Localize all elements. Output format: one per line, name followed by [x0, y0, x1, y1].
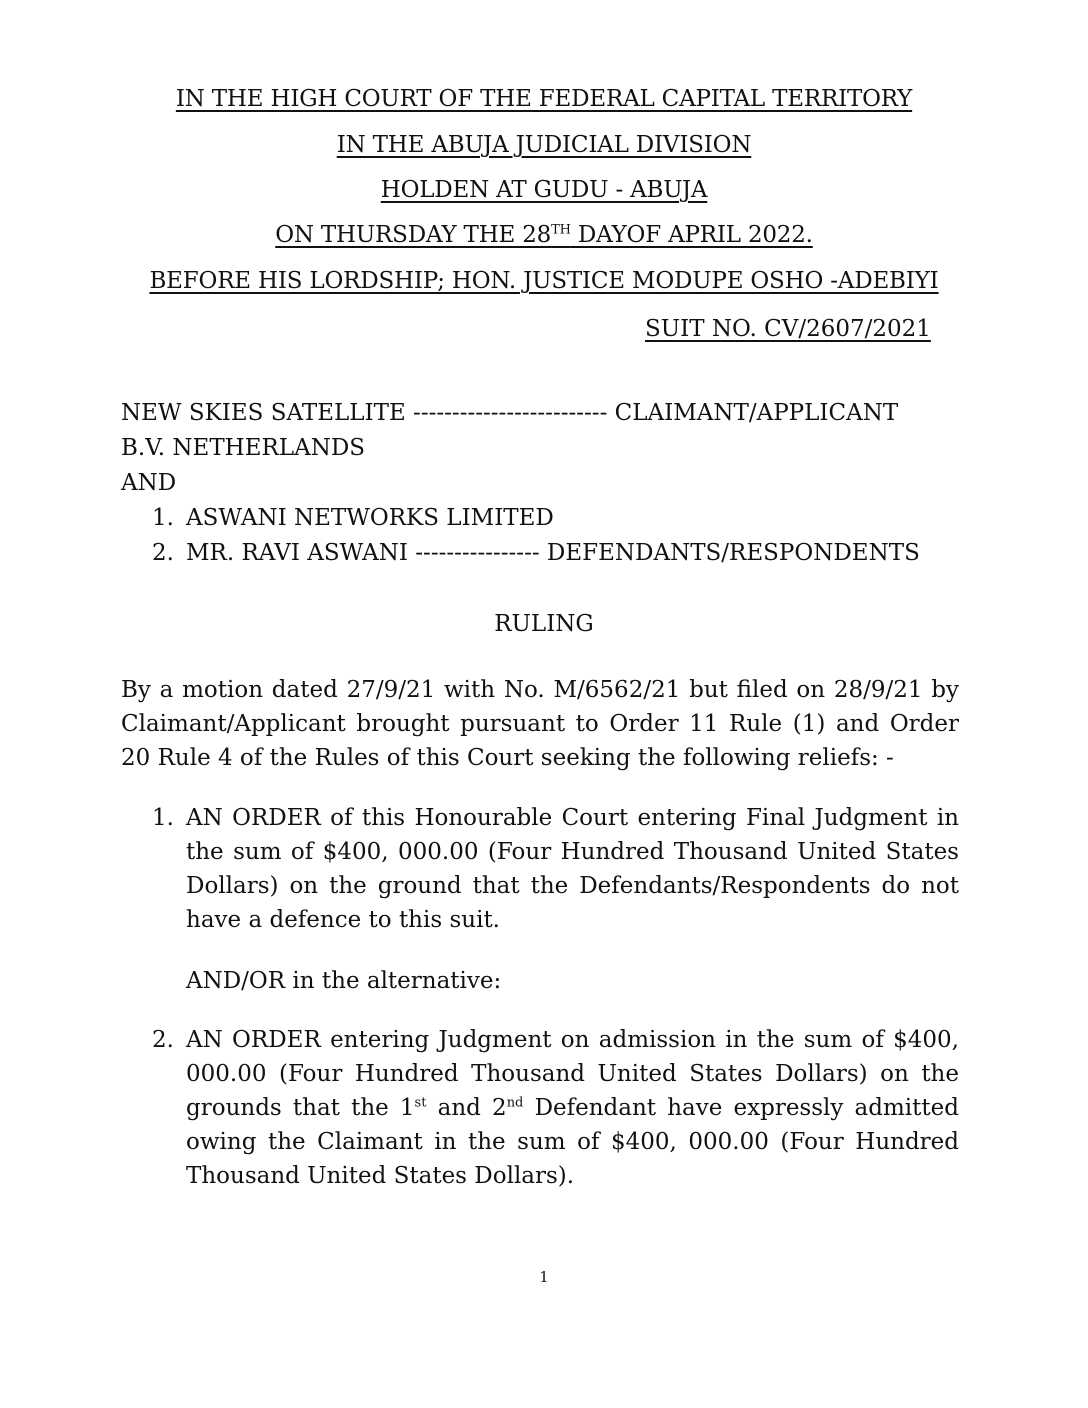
defendant-2: MR. RAVI ASWANI ---------------- DEFENDANTS/RESPONDENTS: [186, 540, 920, 566]
date-line: ON THURSDAY THE 28TH DAYOF APRIL 2022.: [275, 222, 813, 248]
defendant-1-number: 1.: [152, 505, 174, 531]
claimant-line: NEW SKIES SATELLITE ------------------------- CLAIMANT/APPLICANT: [121, 400, 899, 426]
ruling-title: RULING: [494, 611, 594, 637]
judicial-division: IN THE ABUJA JUDICIAL DIVISION: [336, 132, 752, 158]
relief-1: AN ORDER of this Honourable Court entering Final Judgment in the sum of $400, 000.00 (Four Hundred Thousand United States Dollars) on the ground that the Defendants/Respondents do not have a defence to this suit.: [186, 805, 959, 933]
and-label: AND: [121, 470, 177, 496]
alternative-label: AND/OR in the alternative:: [186, 968, 502, 994]
suit-number: SUIT NO. CV/2607/2021: [645, 316, 931, 342]
court-title: IN THE HIGH COURT OF THE FEDERAL CAPITAL TERRITORY: [175, 86, 913, 112]
relief-2: AN ORDER entering Judgment on admission in the sum of $400, 000.00 (Four Hundred Thousand United States Dollars) on the grounds that the 1st and 2nd Defendant have expressly admitted owing the Claimant in the sum of $400, 000.00 (Four Hundred Thousand United States Dollars).: [186, 1027, 959, 1189]
page-number: 1: [539, 1268, 549, 1286]
defendant-1: ASWANI NETWORKS LIMITED: [186, 505, 554, 531]
relief-2-number: 2.: [152, 1027, 174, 1053]
defendant-2-number: 2.: [152, 540, 174, 566]
intro-paragraph: By a motion dated 27/9/21 with No. M/6562/21 but filed on 28/9/21 by Claimant/Applicant brought pursuant to Order 11 Rule (1) and Order 20 Rule 4 of the Rules of this Court seeking the following reliefs: -: [121, 677, 959, 771]
holden-at: HOLDEN AT GUDU - ABUJA: [380, 177, 708, 203]
relief-1-number: 1.: [152, 805, 174, 831]
before-lordship: BEFORE HIS LORDSHIP; HON. JUSTICE MODUPE OSHO -ADEBIYI: [149, 268, 939, 294]
claimant-line-2: B.V. NETHERLANDS: [121, 435, 366, 461]
